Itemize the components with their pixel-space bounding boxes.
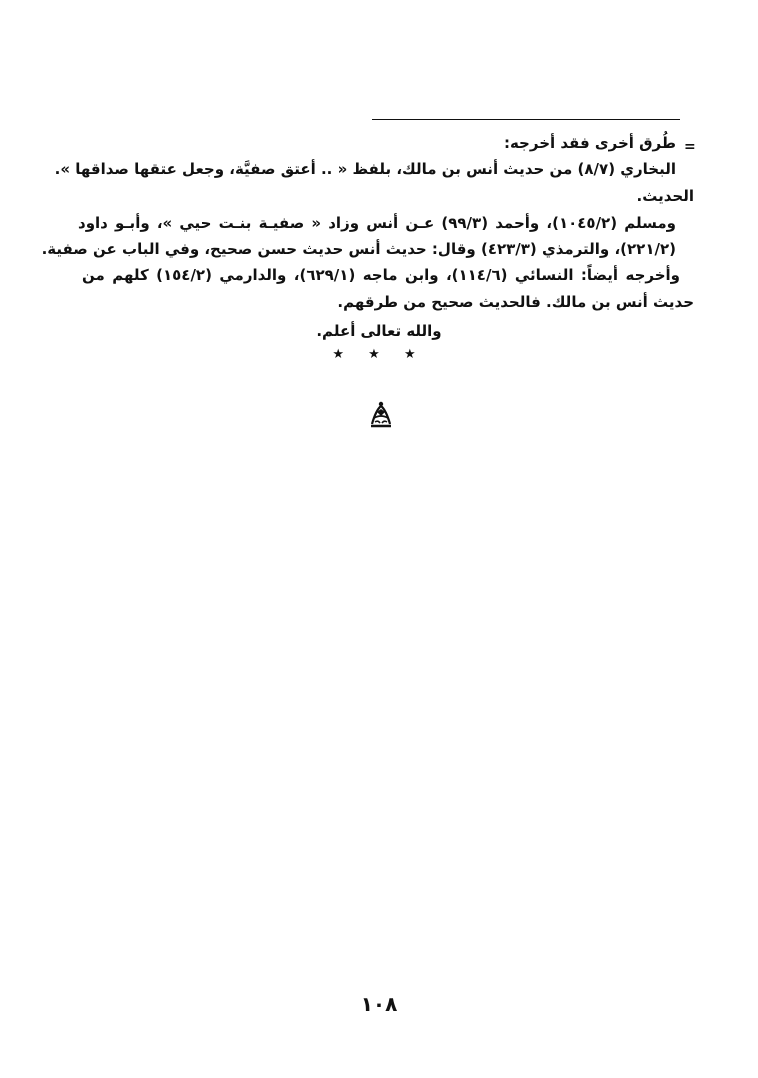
footnote-line-2: البخاري (٨/٧) من حديث أنس بن مالك، بلفظ « .. أعتق صفيَّة، وجعل عتقها صداقها ». [54,160,676,178]
page-number: ١٠٨ [360,992,398,1016]
star-separator: ★ ★ ★ [332,347,426,362]
footnote-line-7: حديث أنس بن مالك. فالحديث صحيح من طرقهم. [337,293,694,311]
continuation-marker: = [684,139,696,155]
footnote-line-5: (٢٢١/٢)، والترمذي (٤٢٣/٣) وقال: حديث أنس حديث حسن صحيح، وفي الباب عن صفية. [41,240,676,258]
footnote-line-1: طُرق أخرى فقد أخرجه: [503,134,676,152]
footnote-line-3: الحديث. [636,187,694,205]
footnote-line-4: ومسلم (١٠٤٥/٢)، وأحمد (٩٩/٣) عـن أنس وزاد « صفيـة بنـت حيي »، وأبـو داود [78,214,677,232]
closing-phrase: والله تعالى أعلم. [316,322,442,340]
footnote-line-6: وأخرجه أيضاً: النسائي (١١٤/٦)، وابن ماجه (٦٢٩/١)، والدارمي (١٥٤/٢) كلهم من [82,266,680,284]
calligraphy-ornament-icon [368,400,394,428]
footnote-separator-line [372,119,680,120]
